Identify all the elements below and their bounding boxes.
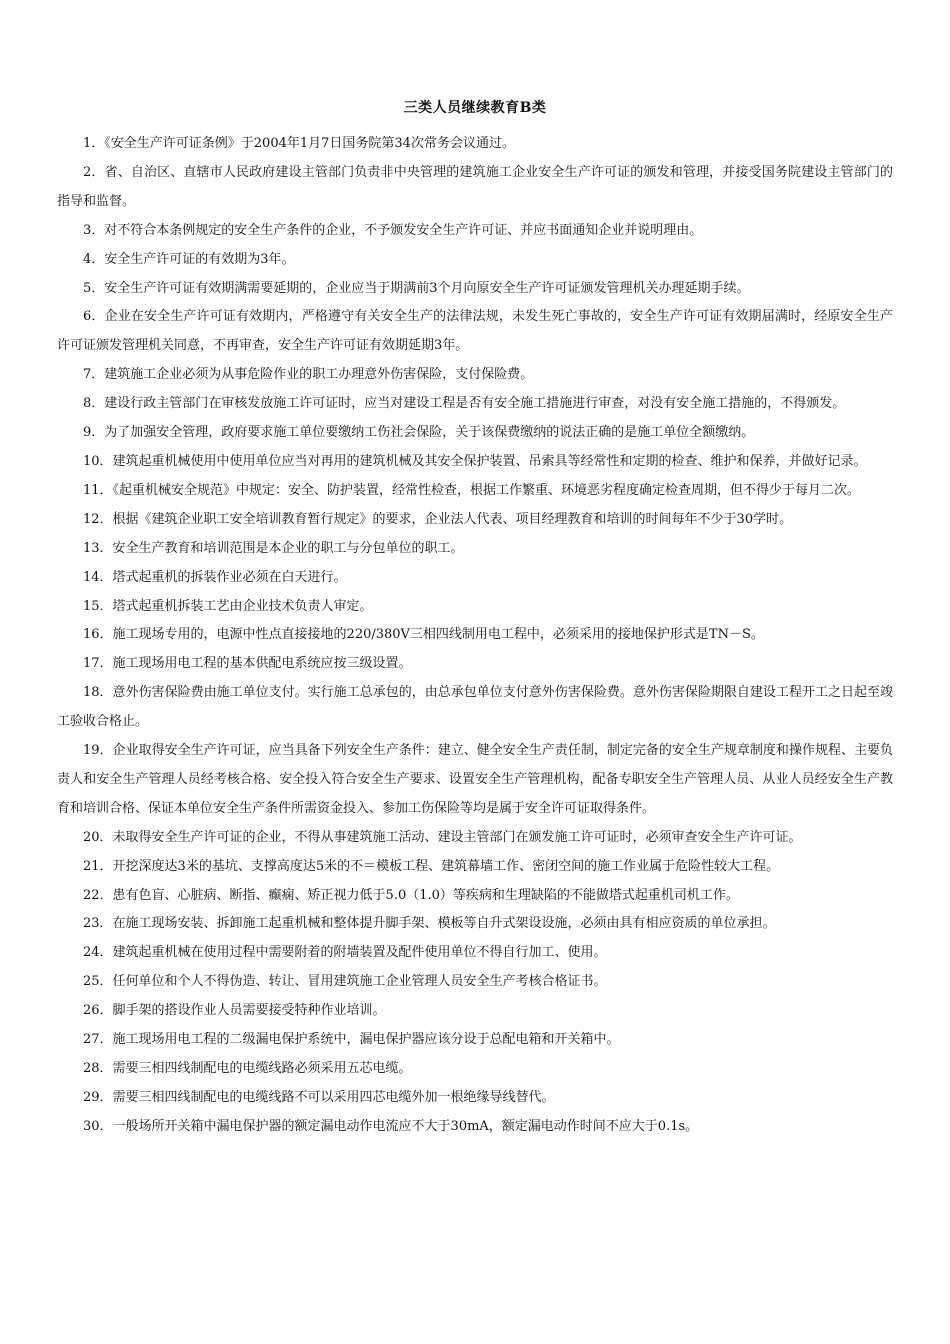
list-item: 22．患有色盲、心脏病、断指、癫痫、矫正视力低于5.0（1.0）等疾病和生理缺陷的不能做塔式起重机司机工作。 xyxy=(83,887,739,903)
list-item: 11．《起重机械安全规范》中规定：安全、防护装置，经常性检查，根据工作繁重、环境恶劣程度确定检查周期，但不得少于每月二次。 xyxy=(83,482,861,498)
list-item: 8．建设行政主管部门在审核发放施工许可证时，应当对建设工程是否有安全施工措施进行审查，对没有安全施工措施的，不得颁发。 xyxy=(83,396,846,412)
list-item: 12．根据《建筑企业职工安全培训教育暂行规定》的要求，企业法人代表、项目经理教育和培训的时间每年不少于30学时。 xyxy=(83,511,793,527)
list-item: 7．建筑施工企业必须为从事危险作业的职工办理意外伤害保险，支付保险费。 xyxy=(83,367,534,383)
list-item: 26．脚手架的搭设作业人员需要接受特种作业培训。 xyxy=(83,1003,386,1019)
list-item: 10．建筑起重机械使用中使用单位应当对再用的建筑机械及其安全保护装置、吊索具等经常性和定期的检查、维护和保养，并做好记录。 xyxy=(83,453,867,469)
list-item: 3．对不符合本条例规定的安全生产条件的企业，不予颁发安全生产许可证、并应书面通知企业并说明理由。 xyxy=(83,222,703,238)
list-item: 2．省、自治区、直辖市人民政府建设主管部门负责非中央管理的建筑施工企业安全生产许可证的颁发和管理，并接受国务院建设主管部门的指导和监督。 xyxy=(57,164,893,209)
list-item: 17．施工现场用电工程的基本供配电系统应按三级设置。 xyxy=(83,656,412,672)
list-item: 28．需要三相四线制配电的电缆线路必须采用五芯电缆。 xyxy=(83,1061,412,1076)
list-item: 6．企业在安全生产许可证有效期内，严格遵守有关安全生产的法律法规，未发生死亡事故的，安全生产许可证有效期届满时，经原安全生产许可证颁发管理机关同意，不再审查，安全生产许可证有效期延期3年。 xyxy=(57,309,893,354)
list-item: 29．需要三相四线制配电的电缆线路不可以采用四芯电缆外加一根绝缘导线替代。 xyxy=(83,1089,555,1105)
list-item: 23．在施工现场安装、拆卸施工起重机械和整体提升脚手架、模板等自升式架设设施，必须由具有相应资质的单位承担。 xyxy=(83,916,776,932)
list-item: 1．《安全生产许可证条例》于2004年1月7日国务院第34次常务会议通过。 xyxy=(83,136,515,151)
list-item: 18．意外伤害保险费由施工单位支付。实行施工总承包的，由总承包单位支付意外伤害保险费。意外伤害保险期限自建设工程开工之日起至竣工验收合格止。 xyxy=(57,685,893,730)
list-item: 30．一般场所开关箱中漏电保护器的额定漏电动作电流应不大于30mA，额定漏电动作时间不应大于0.1s。 xyxy=(83,1118,699,1134)
list-item: 13．安全生产教育和培训范围是本企业的职工与分包单位的职工。 xyxy=(83,540,464,556)
list-item: 15．塔式起重机拆装工艺由企业技术负责人审定。 xyxy=(83,598,373,614)
list-item: 20．未取得安全生产许可证的企业，不得从事建筑施工活动、建设主管部门在颁发施工许可证时，必须审查安全生产许可证。 xyxy=(83,829,802,845)
document-title: 三类人员继续教育B类 xyxy=(403,100,547,116)
list-item: 14．塔式起重机的拆装作业必须在白天进行。 xyxy=(83,569,347,585)
list-item: 19．企业取得安全生产许可证，应当具备下列安全生产条件：建立、健全安全生产责任制，制定完备的安全生产规章制度和操作规程、主要负责人和安全生产管理人员经考核合格、安全投入符合安全生产要求、设置安全生产管理机构，配备专职安全生产管理人员、从业人员经安全生产教育和培训合格、保证本单位安全生产条件所需资金投入、参加工伤保险等均是属于安全许可证取得条件。 xyxy=(57,743,893,816)
list-item: 27．施工现场用电工程的二级漏电保护系统中，漏电保护器应该分设于总配电箱和开关箱中。 xyxy=(83,1032,620,1048)
list-item: 5．安全生产许可证有效期满需要延期的，企业应当于期满前3个月向原安全生产许可证颁发管理机关办理延期手续。 xyxy=(83,280,750,296)
list-item: 25．任何单位和个人不得伪造、转让、冒用建筑施工企业管理人员安全生产考核合格证书。 xyxy=(83,974,607,990)
list-item: 24．建筑起重机械在使用过程中需要附着的附墙装置及配件使用单位不得自行加工、使用。 xyxy=(83,945,607,961)
list-item: 16．施工现场专用的，电源中性点直接接地的220/380V三相四线制用电工程中，必须采用的接地保护形式是TN－S。 xyxy=(83,627,764,643)
list-item: 21．开挖深度达3米的基坑、支撑高度达5米的不＝模板工程、建筑幕墙工作、密闭空间的施工作业属于危险性较大工程。 xyxy=(83,858,780,874)
item-list xyxy=(57,130,893,1142)
list-item: 4．安全生产许可证的有效期为3年。 xyxy=(83,251,295,267)
list-item: 9．为了加强安全管理，政府要求施工单位要缴纳工伤社会保险，关于该保费缴纳的说法正确的是施工单位全额缴纳。 xyxy=(83,425,755,441)
